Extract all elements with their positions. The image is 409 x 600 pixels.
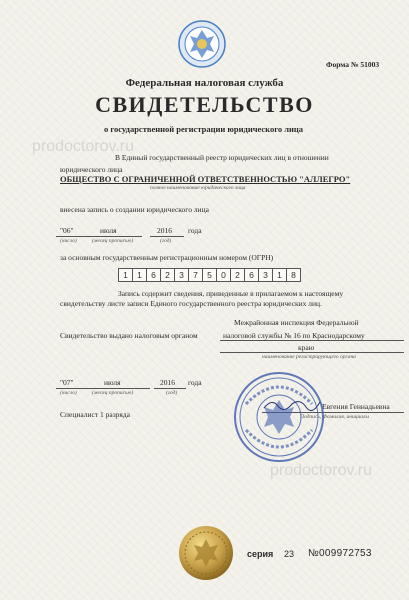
date1-year: 2016 bbox=[157, 226, 172, 235]
ogrn-text: за основным государственным регистрационным номером (ОГРН) bbox=[60, 253, 274, 262]
date1-year-suffix: года bbox=[188, 226, 202, 235]
date2-day-caption: (число) bbox=[60, 390, 77, 396]
ogrn-digit: 0 bbox=[216, 268, 231, 282]
fns-emblem-icon bbox=[178, 20, 226, 68]
ogrn-digit: 5 bbox=[202, 268, 217, 282]
official-name: Евгения Геннадьевна bbox=[322, 402, 390, 411]
watermark-top: prodoctorov.ru bbox=[32, 138, 134, 155]
issuer-line-1: Межрайонная инспекция Федеральной bbox=[234, 318, 359, 327]
ogrn-digit: 6 bbox=[146, 268, 161, 282]
date1-month: июля bbox=[100, 226, 117, 235]
series-label: серия bbox=[247, 549, 274, 559]
entity-label: юридического лица bbox=[60, 165, 123, 174]
ogrn-digit: 1 bbox=[118, 268, 133, 282]
ogrn-digit: 1 bbox=[272, 268, 287, 282]
ogrn-digit: 2 bbox=[230, 268, 245, 282]
date2-year-suffix: года bbox=[188, 378, 202, 387]
ogrn-digit: 2 bbox=[160, 268, 175, 282]
ogrn-digit: 8 bbox=[286, 268, 301, 282]
date2-month: июля bbox=[104, 378, 121, 387]
form-number: Форма № 51003 bbox=[326, 60, 380, 69]
issuer-line-3: краю bbox=[298, 343, 315, 352]
entity-caption: полное наименование юридического лица bbox=[150, 185, 246, 191]
official-caption: Подпись, Фамилия, инициалы bbox=[300, 414, 370, 420]
official-stamp-icon bbox=[232, 370, 326, 464]
issuer-line-2: налоговой службы № 16 по Краснодарскому bbox=[223, 331, 365, 340]
intro-line: В Единый государственный реестр юридических лиц в отношении bbox=[115, 153, 329, 162]
date2-month-caption: (месяц прописью) bbox=[92, 390, 134, 396]
issuer-caption: наименование регистрирующего органа bbox=[262, 354, 356, 360]
info-line-2: свидетельству листе записи Единого государственного реестра юридических лиц. bbox=[60, 299, 322, 308]
series-number: 23 bbox=[284, 549, 295, 559]
date1-month-caption: (месяц прописью) bbox=[92, 238, 134, 244]
record-text: внесена запись о создании юридического лица bbox=[60, 205, 209, 214]
date1-day-caption: (число) bbox=[60, 238, 77, 244]
ogrn-digit: 1 bbox=[132, 268, 147, 282]
golden-seal-icon bbox=[178, 525, 234, 581]
date1-day: "06" bbox=[60, 226, 74, 235]
ogrn-digit: 6 bbox=[244, 268, 259, 282]
document-title: СВИДЕТЕЛЬСТВО bbox=[95, 92, 314, 117]
ogrn-boxes bbox=[118, 268, 318, 282]
date1-year-caption: (год) bbox=[160, 238, 172, 244]
ogrn-digit: 3 bbox=[258, 268, 273, 282]
entity-name: ОБЩЕСТВО С ОГРАНИЧЕННОЙ ОТВЕТСТВЕННОСТЬЮ "АЛЛЕГРО" bbox=[60, 174, 351, 184]
signature-icon bbox=[262, 396, 322, 412]
date2-year-caption: (год) bbox=[166, 390, 178, 396]
date2-year: 2016 bbox=[160, 378, 175, 387]
watermark-bottom: prodoctorov.ru bbox=[270, 462, 372, 479]
document-subtitle: о государственной регистрации юридического лица bbox=[104, 124, 304, 134]
service-name: Федеральная налоговая служба bbox=[125, 77, 284, 89]
issuer-label: Свидетельство выдано налоговым органом bbox=[60, 331, 198, 340]
official-title: Специалист 1 разряда bbox=[60, 410, 131, 419]
ogrn-digit: 3 bbox=[174, 268, 189, 282]
ogrn-digit: 7 bbox=[188, 268, 203, 282]
info-line-1: Запись содержит сведения, приведенные в прилагаемом к настоящему bbox=[118, 289, 344, 298]
document-number: №009972753 bbox=[308, 548, 372, 559]
date2-day: "07" bbox=[60, 378, 74, 387]
